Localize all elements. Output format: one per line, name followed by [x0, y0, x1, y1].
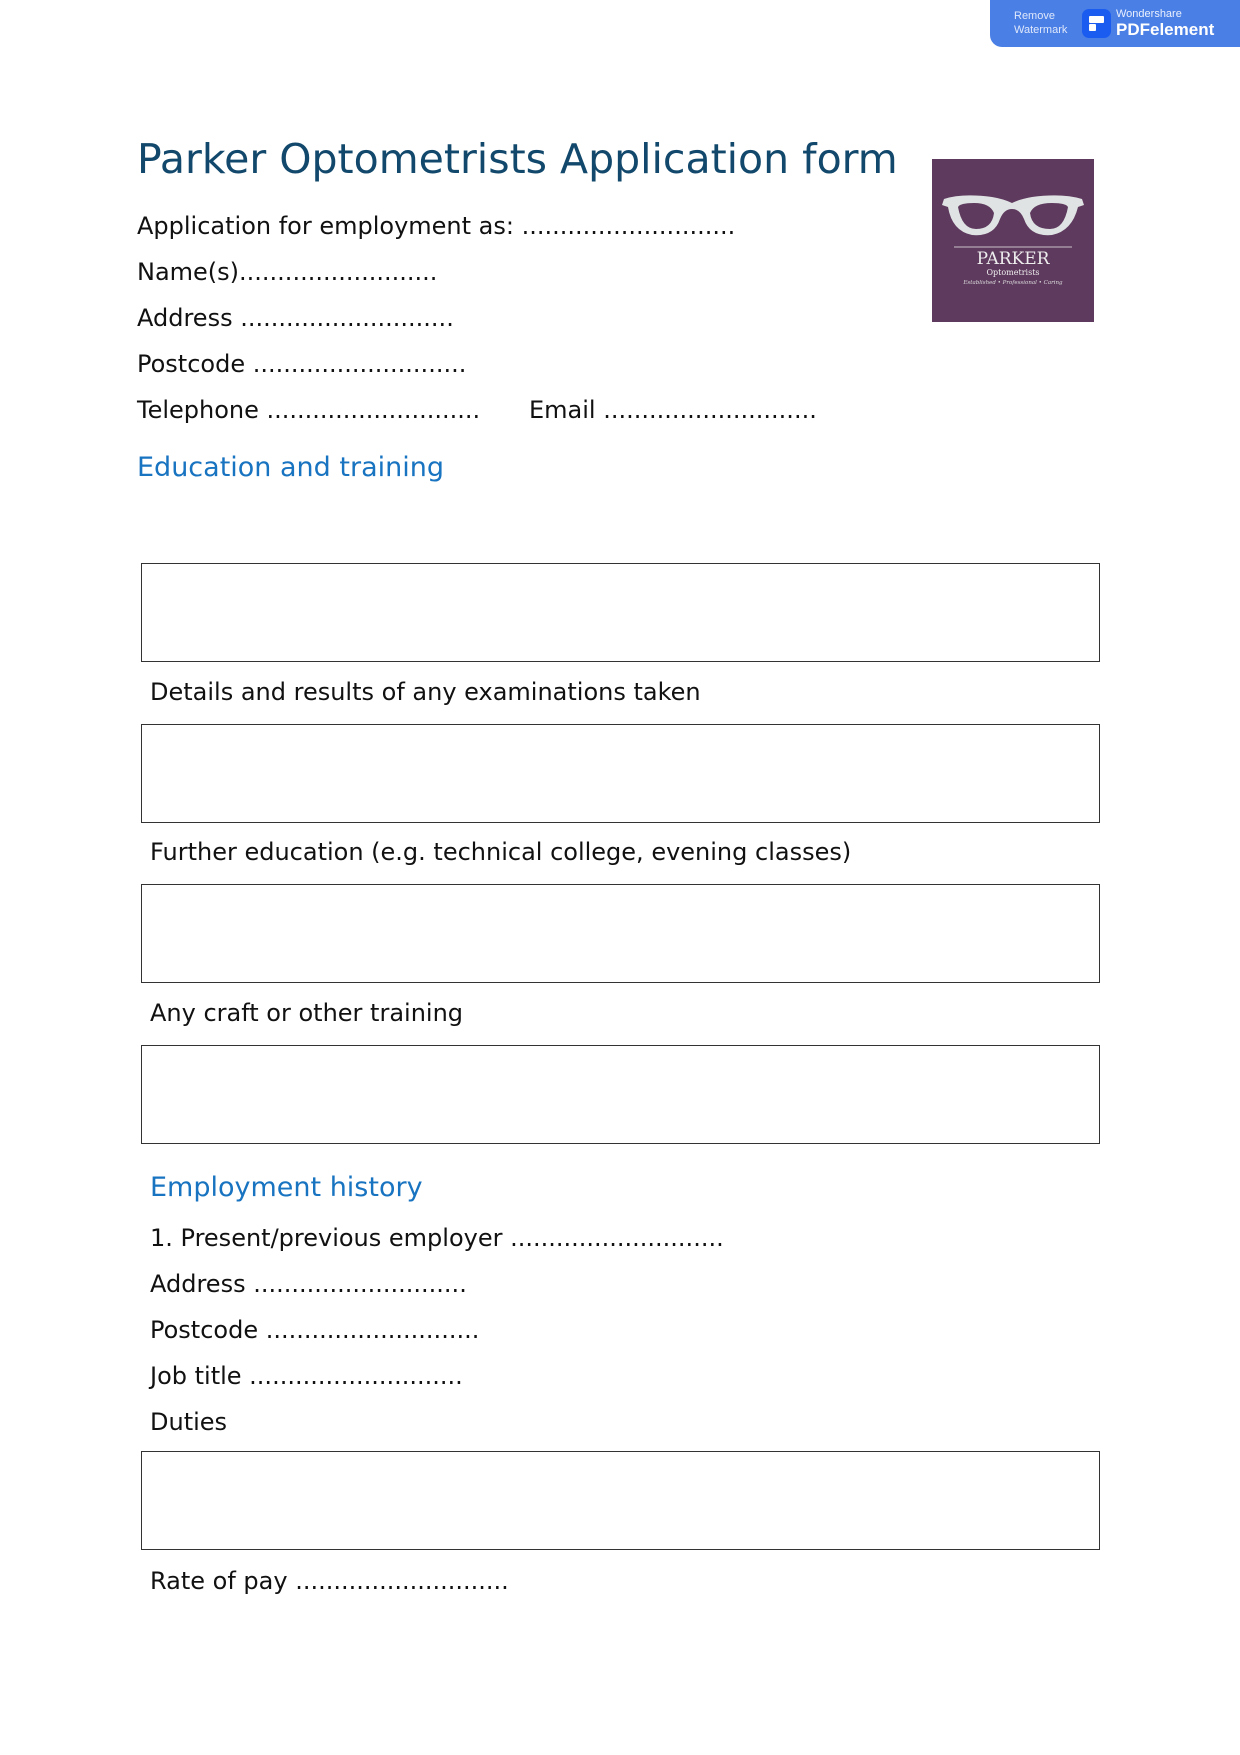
logo-subtitle: Optometrists [986, 268, 1040, 277]
pdfelement-brand [1116, 8, 1214, 39]
duties-label: Duties [150, 1408, 228, 1436]
page-title: Parker Optometrists Application form [137, 135, 898, 183]
examinations-label: Details and results of any examinations taken [150, 678, 701, 706]
employer-address-field[interactable]: Address ............................ [150, 1270, 467, 1298]
remove-watermark-banner[interactable] [990, 0, 1240, 47]
watermark-label: Watermark [1014, 24, 1068, 36]
duties-input-box[interactable] [141, 1451, 1100, 1550]
telephone-field[interactable]: Telephone ............................ [137, 396, 481, 424]
pdfelement-logo-icon [1082, 9, 1111, 38]
names-field[interactable]: Name(s).......................... [137, 258, 438, 286]
job-title-field[interactable]: Job title ............................ [150, 1362, 463, 1390]
rate-of-pay-field[interactable]: Rate of pay ............................ [150, 1567, 509, 1595]
remove-label: Remove [1014, 10, 1055, 22]
brand-big: PDFelement [1116, 20, 1215, 39]
remove-watermark-link[interactable] [1014, 9, 1067, 37]
postcode-field[interactable]: Postcode ............................ [137, 350, 467, 378]
brand-small: Wondershare [1116, 8, 1182, 20]
logo-name: PARKER [976, 249, 1050, 269]
employer-postcode-field[interactable]: Postcode ............................ [150, 1316, 480, 1344]
employment-heading: Employment history [150, 1172, 423, 1203]
craft-training-input-box[interactable] [141, 1045, 1100, 1144]
further-education-input-box[interactable] [141, 884, 1100, 983]
glasses-icon [932, 159, 1094, 322]
address-field[interactable]: Address ............................ [137, 304, 454, 332]
parker-logo [932, 159, 1094, 322]
employer-field[interactable]: 1. Present/previous employer ............................ [150, 1224, 724, 1252]
email-field[interactable]: Email ............................ [529, 396, 817, 424]
education-heading: Education and training [137, 452, 444, 483]
employment-as-field[interactable]: Application for employment as: ............................ [137, 212, 736, 240]
examinations-input-box[interactable] [141, 724, 1100, 823]
logo-tagline: Established • Professional • Caring [963, 280, 1063, 286]
education-input-box[interactable] [141, 563, 1100, 662]
craft-training-label: Any craft or other training [150, 999, 464, 1027]
further-education-label: Further education (e.g. technical college, evening classes) [150, 838, 852, 866]
